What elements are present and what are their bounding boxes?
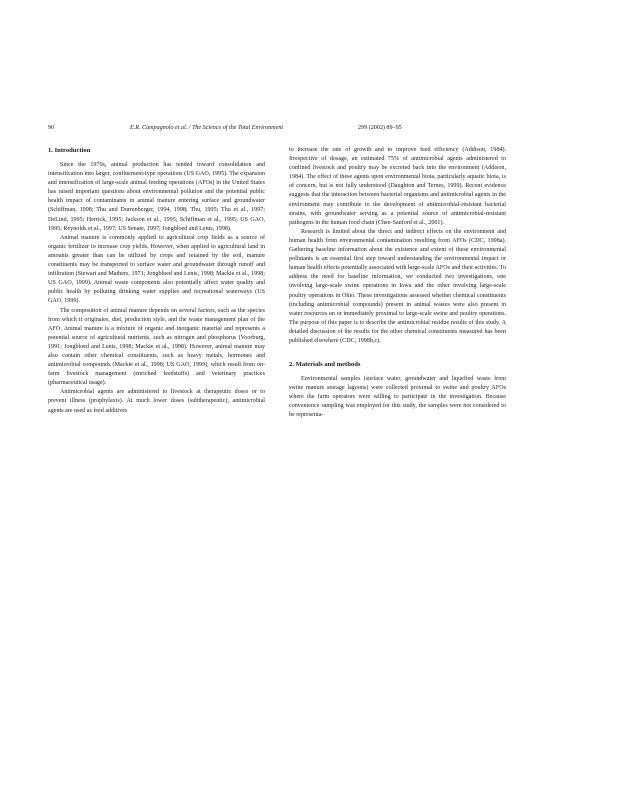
intro-paragraph-5: Research is limited about the direct and indirect effects on the environment and human health from environmental contamination resulting from AFOs (CDC, 1998a). Gathering baseline information about the existence and extent of these environmental pollutants is an essential first step toward understanding the environmental impact or human health effects potentially associated with large-scale AFOs and their activities. To address the need for baseline information, we conducted two investigations, one involving large-scale swine operations in Iowa and the other involving large-scale poultry operations in Ohio. These investigations assessed whether chemical constituents (including antimicrobial compounds) present in animal wastes were also present in water resources on or immediately proximal to large-scale swine and poultry operations. The purpose of this paper is to describe the antimicrobial residue results of this study. A detailed discussion of the results for the other chemical constituents measured has been published elsewhere (CDC, 1998b,c).	[289, 228, 506, 344]
intro-paragraph-4: Antimicrobial agents are administered to livestock at therapeutic doses or to prevent illness (prophylaxis). At much lower doses (subtherapeutic), antimicrobial agents are used as feed additives	[48, 389, 265, 414]
methods-heading: 2. Materials and methods	[289, 361, 361, 369]
introduction-heading: 1. Introduction	[48, 147, 91, 154]
right-column	[289, 146, 506, 421]
left-column	[48, 146, 265, 416]
methods-paragraph-1: Environmental samples (surface water, groundwater and liquefied waste from swine manure storage lagoons) were collected proximal to swine and poultry AFOs where the farm operators were willing to participate in the investigation. Because convenience sampling was employed for this study, the samples were not considered to be representa-	[289, 376, 506, 419]
intro-paragraph-2: Animal manure is commonly applied to agricultural crop fields as a source of organic fertilizer to increase crop yields. However, when applied to agricultural land in amounts greater than can be utilized by crops and retained by the soil, manure constituents may be transported to surface water and groundwater through runoff and infiltration (Stewart and Mathers, 1971; Jongbloed and Lenis, 1998; Mackie et al., 1998; US GAO, 1999). Animal waste components also potentially affect water quality and public health by polluting drinking water supplies and recreational waterways (US GAO, 1999).	[48, 234, 265, 305]
page-number: 90	[48, 125, 55, 131]
journal-citation: E.R. Campagnolo et al. / The Science of the Total Environment	[130, 125, 284, 131]
volume-pages: 299 (2002) 89–95	[358, 125, 402, 131]
intro-paragraph-4-continued: to increase the rate of growth and to improve feed efficiency (Addison, 1984). Irrespective of dosage, an estimated 75% of antimicrobial agents administered to confined livestock and poultry may be excreted back into the environment (Addison, 1984). The effect of these agents upon environmental biota, particularly aquatic biota, is of concern, but is not fully understood (Daughton and Ternes, 1999). Recent evidence suggests that the interaction between bacterial organisms and antimicrobial agents in the environment may contribute to the development of antimicrobial-resistant bacterial strains, with groundwater serving as a potential source of antimicrobial-resistant pathogens in the human food chain (Chee-Sanford et al., 2001).	[289, 147, 506, 226]
intro-paragraph-1: Since the 1970s, animal production has tended toward consolidation and intensification into larger, confinement-type operations (US GAO, 1995). The expansion and intensification of large-scale animal feeding operations (AFOs) in the United States has raised important questions about environmental pollution and the potential public health impact of contaminants in animal manure entering surface and groundwater (Schiffman, 1998; Thu and Durrenberger, 1994, 1998; Thu, 1995; Thu et al., 1997; DeLind, 1995; Herrick, 1995; Jackson et al., 1995; Schiffman et al., 1995; US GAO, 1995; Reynolds et al., 1997; US Senate, 1997; Jongbloed and Lenis, 1998).	[48, 162, 265, 232]
intro-paragraph-3: The composition of animal manure depends on several factors, such as the species from which it originates, diet, production style, and the waste management plan of the AFO. Animal manure is a mixture of organic and inorganic material and represents a potential source of agricultural nutrients, such as nitrogen and phosphorus (Voorburg, 1991; Jongbloed and Lenis, 1998; Mackie et al., 1998). However, animal manure may also contain other chemical constituents, such as heavy metals, hormones and antimicrobial compounds (Mackie et al., 1998; US GAO, 1999), which result from on-farm livestock management (enriched feedstuffs) and veterinary practices (pharmaceutical usage).	[48, 307, 265, 387]
section-gap	[289, 346, 506, 360]
